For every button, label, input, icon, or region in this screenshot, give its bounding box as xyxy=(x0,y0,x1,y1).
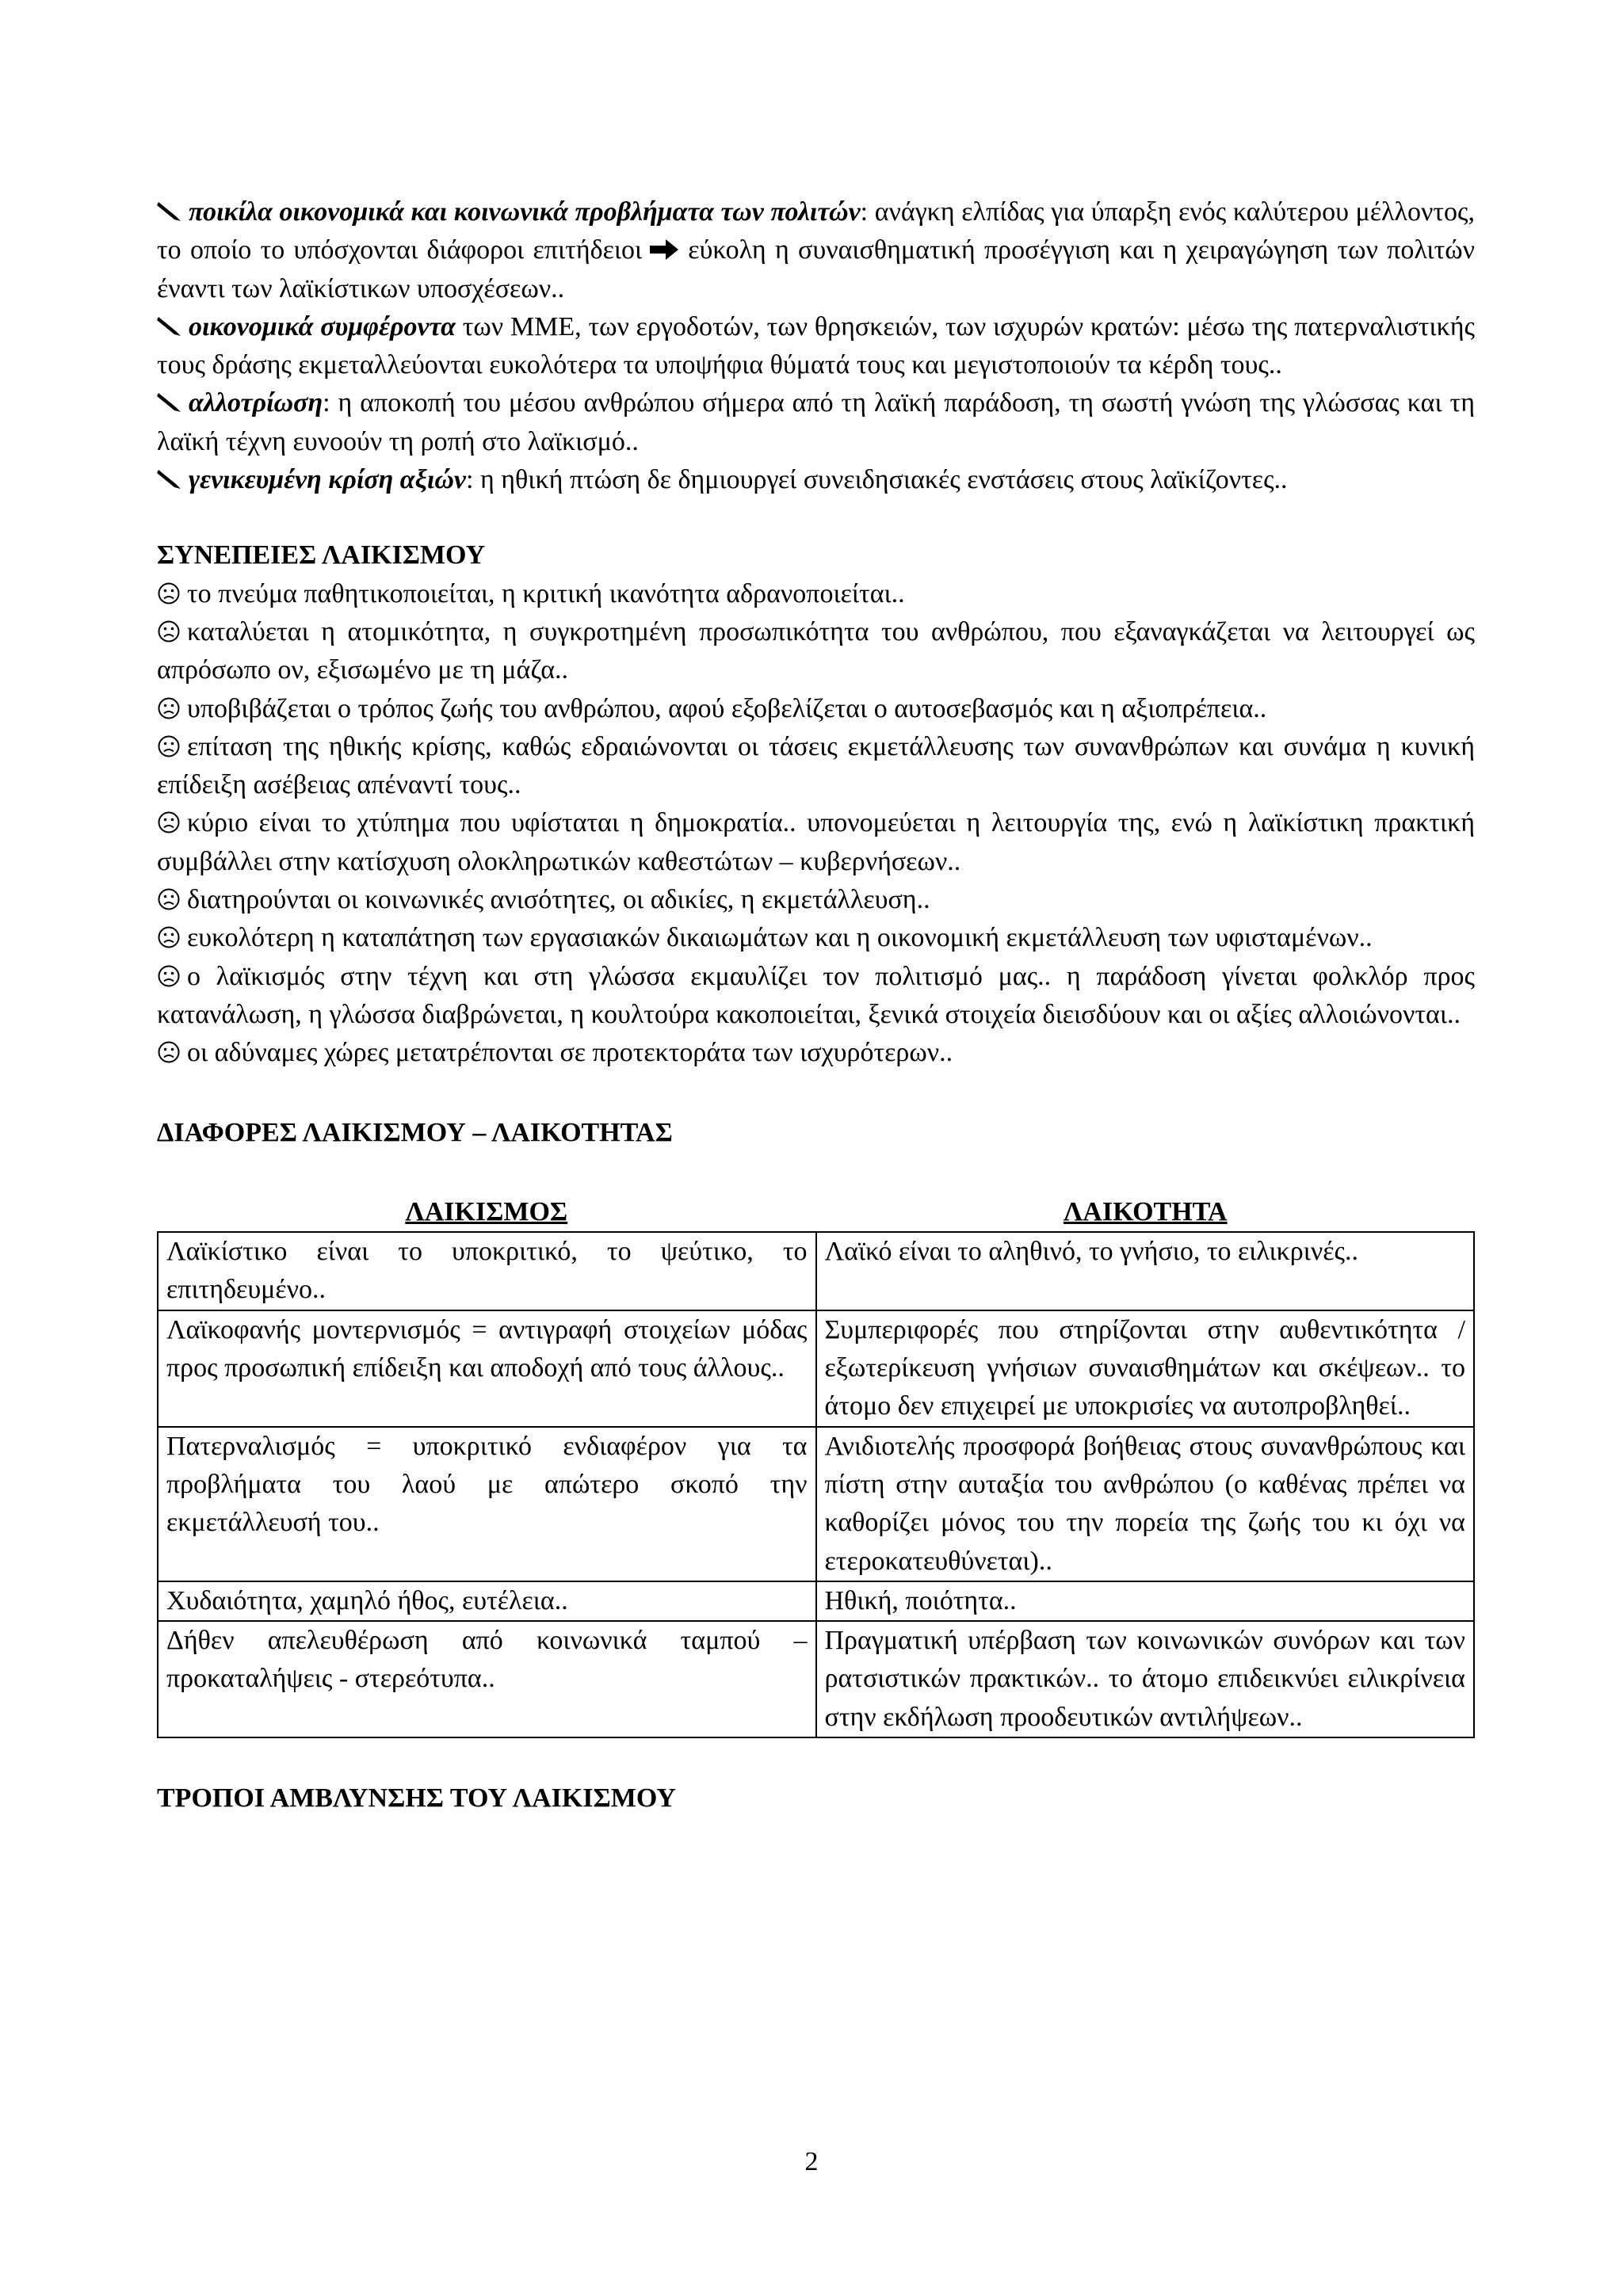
frown-icon xyxy=(157,582,181,605)
consequence-item: οι αδύναμες χώρες μετατρέπονται σε προτεκτοράτα των ισχυρότερων.. xyxy=(157,1034,1475,1072)
consequences-list xyxy=(157,575,1475,1073)
table-header xyxy=(157,1193,1475,1231)
right-arrow-icon xyxy=(650,238,680,261)
table-row xyxy=(158,1581,1474,1621)
frown-icon xyxy=(157,810,181,834)
consequence-item: επίταση της ηθικής κρίσης, καθώς εδραιώνονται οι τάσεις εκμετάλλευσης των συνανθρώπων και συνάμα η κυνική επίδειξη ασέβειας απέναντί τους.. xyxy=(157,731,1475,800)
cell-laikismos: Πατερναλισμός = υποκριτικό ενδιαφέρον για τα προβλήματα του λαού με απώτερο σκοπό την εκμετάλλευσή του.. xyxy=(158,1427,816,1581)
cell-laikotita: Ηθική, ποιότητα.. xyxy=(816,1581,1475,1621)
comparison-table xyxy=(157,1231,1475,1738)
table-row xyxy=(158,1232,1474,1310)
page-number: 2 xyxy=(804,2147,819,2176)
cell-laikotita: Συμπεριφορές που στηρίζονται στην αυθεντικότητα / εξωτερίκευση γνήσιων συναισθημάτων και σκέψεων.. το άτομο δεν επιχειρεί με υποκρισίες να αυτοπροβληθεί.. xyxy=(816,1310,1475,1427)
column-header-laikotita: ΛΑΙΚΟΤΗΤΑ xyxy=(1063,1196,1228,1226)
table-row xyxy=(158,1621,1474,1737)
frown-icon xyxy=(157,696,181,720)
ways-heading: ΤΡΟΠΟΙ ΑΜΒΛΥΝΣΗΣ ΤΟΥ ΛΑΙΚΙΣΜΟΥ xyxy=(157,1783,676,1813)
document-page xyxy=(157,193,1475,1817)
cause-item: αλλοτρίωση: η αποκοπή του μέσου ανθρώπου σήμερα από τη λαϊκή παράδοση, τη σωστή γνώση της γλώσσας και τη λαϊκή τέχνη ευνοούν τη ροπή στο λαϊκισμό.. xyxy=(157,388,1475,456)
frown-icon xyxy=(157,925,181,949)
consequences-heading: ΣΥΝΕΠΕΙΕΣ ΛΑΙΚΙΣΜΟΥ xyxy=(157,540,486,570)
pencil-icon xyxy=(157,390,184,414)
consequence-item: κύριο είναι το χτύπημα που υφίσταται η δημοκρατία.. υπονομεύεται η λειτουργία της, ενώ η λαϊκίστικη πρακτική συμβάλλει στην κατίσχυση ολοκληρωτικών καθεστώτων – κυβερνήσεων.. xyxy=(157,808,1475,876)
frown-icon xyxy=(157,964,181,988)
cause-item: ποικίλα οικονομικά και κοινωνικά προβλήματα των πολιτών: ανάγκη ελπίδας για ύπαρξη ενός καλύτερου μέλλοντος, το οποίο το υπόσχονται διάφοροι επιτήδειοι εύκολη η συναισθηματική προσέγγιση και η χειραγώγηση των πολιτών έναντι των λαϊκίστικων υποσχέσεων.. xyxy=(157,197,1475,303)
pencil-icon xyxy=(157,467,184,490)
consequence-item: ευκολότερη η καταπάτηση των εργασιακών δικαιωμάτων και η οικονομική εκμετάλλευση των υφισταμένων.. xyxy=(157,919,1475,957)
consequence-item: υποβιβάζεται ο τρόπος ζωής του ανθρώπου, αφού εξοβελίζεται ο αυτοσεβασμός και η αξιοπρέπεια.. xyxy=(157,690,1475,728)
frown-icon xyxy=(157,887,181,911)
cell-laikismos: Δήθεν απελευθέρωση από κοινωνικά ταμπού – προκαταλήψεις - στερεότυπα.. xyxy=(158,1621,816,1737)
pencil-icon xyxy=(157,314,184,338)
cause-item: γενικευμένη κρίση αξιών: η ηθική πτώση δε δημιουργεί συνειδησιακές ενστάσεις στους λαϊκίζοντες.. xyxy=(157,461,1475,499)
cell-laikotita: Ανιδιοτελής προσφορά βοήθειας στους συνανθρώπους και πίστη στην αυταξία του ανθρώπου (ο καθένας πρέπει να καθορίζει μόνος του την πορεία της ζωής του κι όχι να ετεροκατευθύνεται).. xyxy=(816,1427,1475,1581)
differences-heading: ΔΙΑΦΟΡΕΣ ΛΑΙΚΙΣΜΟΥ – ΛΑΙΚΟΤΗΤΑΣ xyxy=(157,1117,673,1147)
consequence-item: το πνεύμα παθητικοποιείται, η κριτική ικανότητα αδρανοποιείται.. xyxy=(157,575,1475,613)
column-header-laikismos: ΛΑΙΚΙΣΜΟΣ xyxy=(405,1196,568,1226)
consequence-item: διατηρούνται οι κοινωνικές ανισότητες, οι αδικίες, η εκμετάλλευση.. xyxy=(157,881,1475,919)
cell-laikismos: Χυδαιότητα, χαμηλό ήθος, ευτέλεια.. xyxy=(158,1581,816,1621)
frown-icon xyxy=(157,734,181,758)
cell-laikismos: Λαϊκίστικο είναι το υποκριτικό, το ψεύτικο, το επιτηδευμένο.. xyxy=(158,1232,816,1310)
table-row xyxy=(158,1427,1474,1581)
cell-laikotita: Λαϊκό είναι το αληθινό, το γνήσιο, το ειλικρινές.. xyxy=(816,1232,1475,1310)
pencil-icon xyxy=(157,199,184,223)
cause-item: οικονομικά συμφέροντα των ΜΜΕ, των εργοδοτών, των θρησκειών, των ισχυρών κρατών: μέσω της πατερναλιστικής τους δράσης εκμεταλλεύονται ευκολότερα τα υποψήφια θύματά τους και μεγιστοποιούν τα κέρδη τους.. xyxy=(157,311,1475,380)
cell-laikismos: Λαϊκοφανής μοντερνισμός = αντιγραφή στοιχείων μόδας προς προσωπική επίδειξη και αποδοχή από τους άλλους.. xyxy=(158,1310,816,1427)
consequence-item: καταλύεται η ατομικότητα, η συγκροτημένη προσωπικότητα του ανθρώπου, που εξαναγκάζεται να λειτουργεί ως απρόσωπο ον, εξισωμένο με τη μάζα.. xyxy=(157,616,1475,685)
consequence-item: ο λαϊκισμός στην τέχνη και στη γλώσσα εκμαυλίζει τον πολιτισμό μας.. η παράδοση γίνεται φολκλόρ προς κατανάλωση, η γλώσσα διαβρώνεται, η κουλτούρα κακοποιείται, ξενικά στοιχεία διεισδύουν και οι αξίες αλλοιώνονται.. xyxy=(157,961,1475,1029)
cell-laikotita: Πραγματική υπέρβαση των κοινωνικών συνόρων και των ρατσιστικών πρακτικών.. το άτομο επιδεικνύει ειλικρίνεια στην εκδήλωση προοδευτικών αντιλήψεων.. xyxy=(816,1621,1475,1737)
table-row xyxy=(158,1310,1474,1427)
frown-icon xyxy=(157,1040,181,1064)
frown-icon xyxy=(157,620,181,643)
